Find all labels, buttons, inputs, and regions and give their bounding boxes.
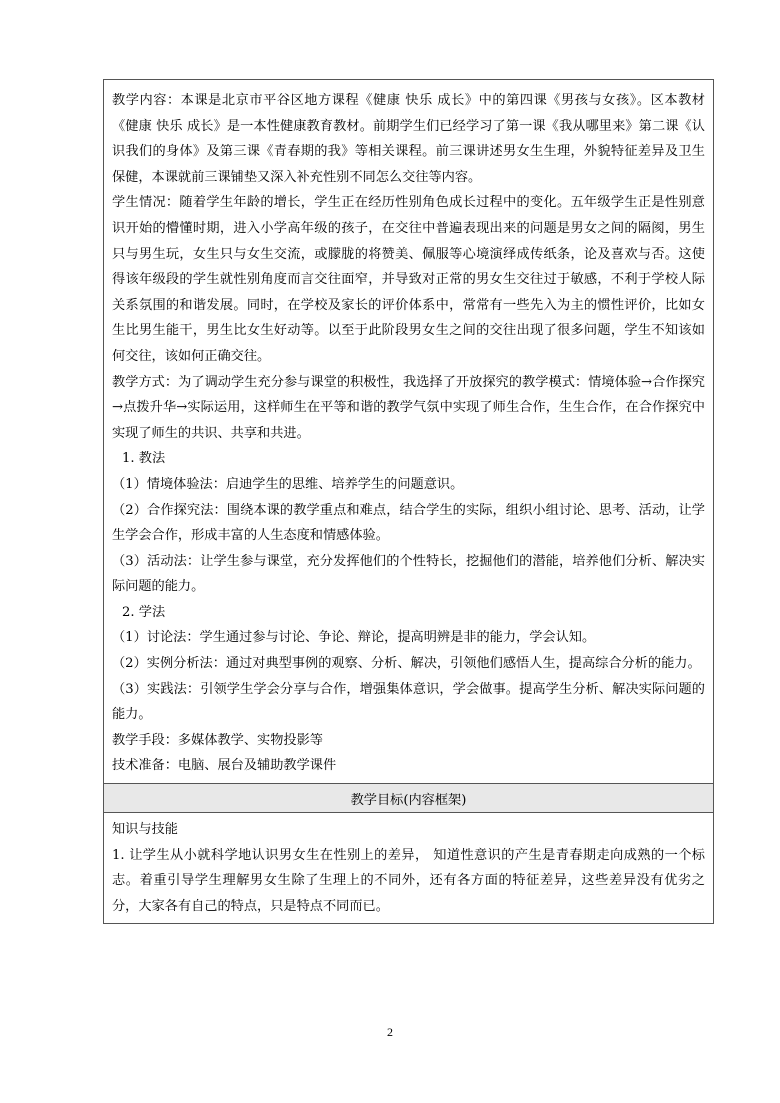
teaching-content-paragraph: 教学内容：本课是北京市平谷区地方课程《健康 快乐 成长》中的第四课《男孩与女孩》。区本教材《健康 快乐 成长》是一本性健康教育教材。前期学生们已经学习了第一课《我从哪里来》第二课《认识我们的身体》及第三课《青春期的我》等相关课程。前三课讲述男女生生理，外貌特征差异及卫生保健，本课就前三课铺垫又深入补充性别不同怎么交往等内容。: [112, 93, 705, 185]
teaching-method-item: （2）合作探究法：围绕本课的教学重点和难点，结合学生的实际，组织小组讨论、思考、活动，让学生学会合作，形成丰富的人生态度和情感体验。: [112, 502, 705, 544]
objective-item: 1. 让学生从小就科学地认识男女生在性别上的差异， 知道性意识的产生是青春期走向成熟的一个标志。着重引导学生理解男女生除了生理上的不同外，还有各方面的特征差异，这些差异没有优劣之分，大家各有自己的特点，只是特点不同而已。: [112, 847, 705, 914]
objectives-header: 教学目标(内容框架): [104, 783, 713, 813]
learning-method-heading: 2. 学法: [122, 604, 166, 620]
learning-method-item: （3）实践法：引领学生学会分享与合作，增强集体意识，学会做事。提高学生分析、解决实际问题的能力。: [112, 681, 705, 723]
teaching-method-heading: 1. 教法: [122, 451, 166, 467]
page-number: 2: [387, 1025, 393, 1039]
teaching-method-item: （3）活动法：让学生参与课堂，充分发挥他们的个性特长，挖掘他们的潜能，培养他们分析、解决实际问题的能力。: [112, 553, 705, 595]
technical-preparation: 技术准备：电脑、展台及辅助教学课件: [112, 758, 337, 774]
objectives-subheading: 知识与技能: [112, 822, 178, 838]
teaching-method-item: （1）情境体验法：启迪学生的思维、培养学生的问题意识。: [112, 476, 464, 492]
lesson-plan-table: [103, 79, 714, 924]
objectives-cell: [104, 813, 713, 923]
teaching-approach-paragraph: 教学方式：为了调动学生充分参与课堂的积极性，我选择了开放探究的教学模式：情境体验→合作探究→点拨升华→实际运用，这样师生在平等和谐的教学气氛中实现了师生合作，生生合作，在合作探究中实现了师生的共识、共享和共进。: [112, 374, 705, 441]
learning-method-item: （2）实例分析法：通过对典型事例的观察、分析、解决，引领他们感悟人生，提高综合分析的能力。: [112, 656, 701, 672]
teaching-means: 教学手段：多媒体教学、实物投影等: [112, 732, 323, 748]
student-situation-paragraph: 学生情况：随着学生年龄的增长，学生正在经历性别角色成长过程中的变化。五年级学生正是性别意识开始的懵懂时期，进入小学高年级的孩子，在交往中普遍表现出来的问题是男女之间的隔阂，男生只与男生玩，女生只与女生交流，或朦胧的将赞美、佩服等心境演绎成传纸条，论及喜欢与否。这使得该年级段的学生就性别角度而言交往面窄，并导致对正常的男女生交往过于敏感，不利于学校人际关系氛围的和谐发展。同时，在学校及家长的评价体系中，常常有一些先入为主的惯性评价，比如女生比男生能干，男生比女生好动等。以至于此阶段男女生之间的交往出现了很多问题，学生不知该如何交往，该如何正确交往。: [112, 195, 705, 364]
learning-method-item: （1）讨论法：学生通过参与讨论、争论、辩论，提高明辨是非的能力，学会认知。: [112, 630, 596, 646]
content-cell: [104, 80, 713, 783]
